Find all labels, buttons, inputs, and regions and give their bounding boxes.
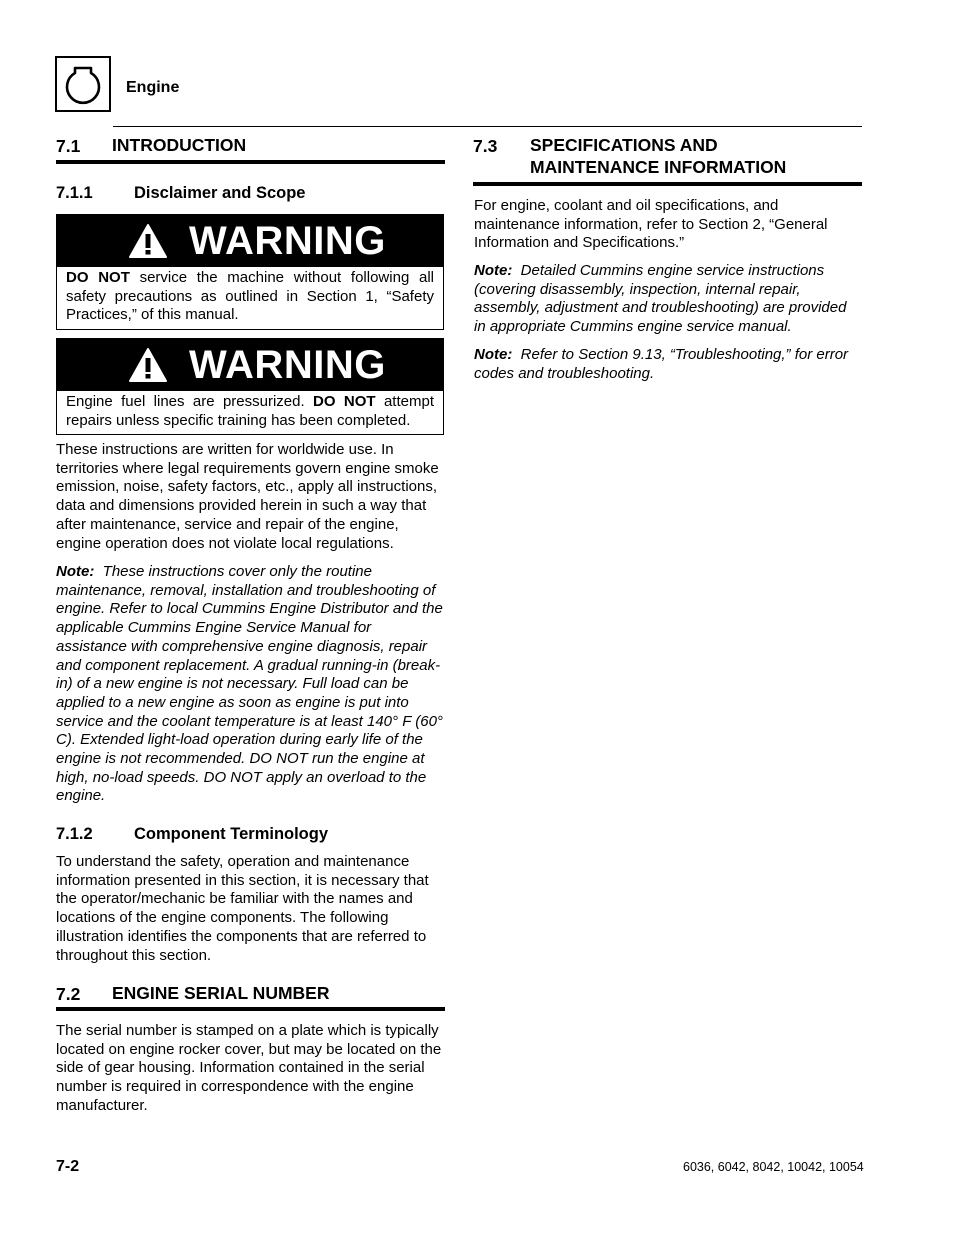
- note-label: Note:: [474, 262, 513, 279]
- section-7-1-2-number: 7.1.2: [56, 825, 93, 843]
- warning-header: [57, 339, 443, 391]
- warning-body-text-a: Engine fuel lines are pressurized.: [66, 393, 305, 410]
- section-7-2-rule: [56, 1007, 445, 1011]
- intro-note: [56, 563, 446, 806]
- warning-bold-lead: DO NOT: [66, 269, 130, 286]
- warning-triangle-icon: [128, 223, 168, 259]
- section-7-1-1-number: 7.1.1: [56, 184, 93, 202]
- model-numbers: 6036, 6042, 8042, 10042, 10054: [683, 1160, 864, 1174]
- note-label: Note:: [56, 563, 95, 580]
- note-label: Note:: [474, 346, 513, 363]
- specs-paragraph: For engine, coolant and oil specifications, and maintenance information, refer to Section 2, “General Information and Specifications.”: [474, 197, 828, 252]
- section-7-3-number: 7.3: [473, 136, 498, 156]
- serial-number-paragraph: The serial number is stamped on a plate which is typically located on engine rocker cover, but may be located on the side of gear housing. Information contained in the serial number is required in correspondence with the engine manufacturer.: [56, 1022, 442, 1114]
- cummins-note: [474, 262, 862, 337]
- troubleshooting-note: [474, 346, 862, 383]
- warning-bold-mid: DO NOT: [313, 393, 376, 410]
- section-7-3-rule: [473, 182, 862, 186]
- warning-box-safety: [56, 214, 444, 330]
- header-rule: [113, 126, 862, 127]
- note-text: These instructions cover only the routine maintenance, removal, installation and troubleshooting of engine. Refer to local Cummins Engine Distributor and the applicable Cummins Engine Service Manual for assistance with comprehensive engine diagnosis, repair and component replacement. A gradual running-in (break-in) of a new engine is not necessary. Full load can be applied to a new engine as soon as engine is put into service and the coolant temperature is at least 140° F (60° C). Extended light-load operation during early life of the engine is not recommended. DO NOT run the engine at high, no-load speeds. DO NOT apply an overload to the engine.: [56, 563, 443, 805]
- page-number: 7-2: [56, 1158, 80, 1175]
- warning-triangle-icon: [128, 347, 168, 383]
- section-7-1-number: 7.1: [56, 136, 81, 156]
- warning-text: [57, 267, 443, 325]
- section-7-2-title: ENGINE SERIAL NUMBER: [112, 983, 330, 1003]
- section-7-1-rule: [56, 160, 445, 164]
- note-text: Detailed Cummins engine service instructions (covering disassembly, inspection, internal repair, assembly, adjustment and troubleshooting) are provided in appropriate Cummins engine service manual.: [474, 262, 847, 336]
- engine-icon: [63, 64, 103, 106]
- section-7-1-1-title: Disclaimer and Scope: [134, 184, 306, 202]
- warning-box-fuel-lines: [56, 338, 444, 435]
- note-text: Refer to Section 9.13, “Troubleshooting,” for error codes and troubleshooting.: [474, 346, 849, 382]
- warning-text: [57, 391, 443, 430]
- warning-title: WARNING: [189, 219, 386, 263]
- section-7-1-title: INTRODUCTION: [112, 135, 247, 155]
- terminology-paragraph: To understand the safety, operation and maintenance information presented in this section, it is necessary that the operator/mechanic be familiar with the names and locations of the engine components. The following illustration identifies the components that are referred to throughout this section.: [56, 853, 429, 964]
- section-7-2-number: 7.2: [56, 984, 81, 1004]
- intro-paragraph: These instructions are written for worldwide use. In territories where legal requirements govern engine smoke emission, noise, safety factors, etc., apply all instructions, data and dimensions provided herein in such a way that after maintenance, service and repair of the engine, engine operation does not violate local regulations.: [56, 441, 439, 552]
- warning-title: WARNING: [189, 343, 386, 387]
- engine-icon-box: [55, 56, 111, 112]
- warning-body-text-b: attempt repairs unless specific training has been completed.: [66, 393, 434, 429]
- section-7-3-title-line2: MAINTENANCE INFORMATION: [530, 157, 787, 177]
- section-7-1-2-title: Component Terminology: [134, 825, 329, 843]
- section-7-3-title-line1: SPECIFICATIONS AND: [530, 135, 718, 155]
- section-header-label: Engine: [126, 79, 180, 96]
- warning-body-text: service the machine without following all safety precautions as outlined in Section 1, “Safety Practices,” of this manual.: [66, 269, 434, 324]
- warning-header: [57, 215, 443, 267]
